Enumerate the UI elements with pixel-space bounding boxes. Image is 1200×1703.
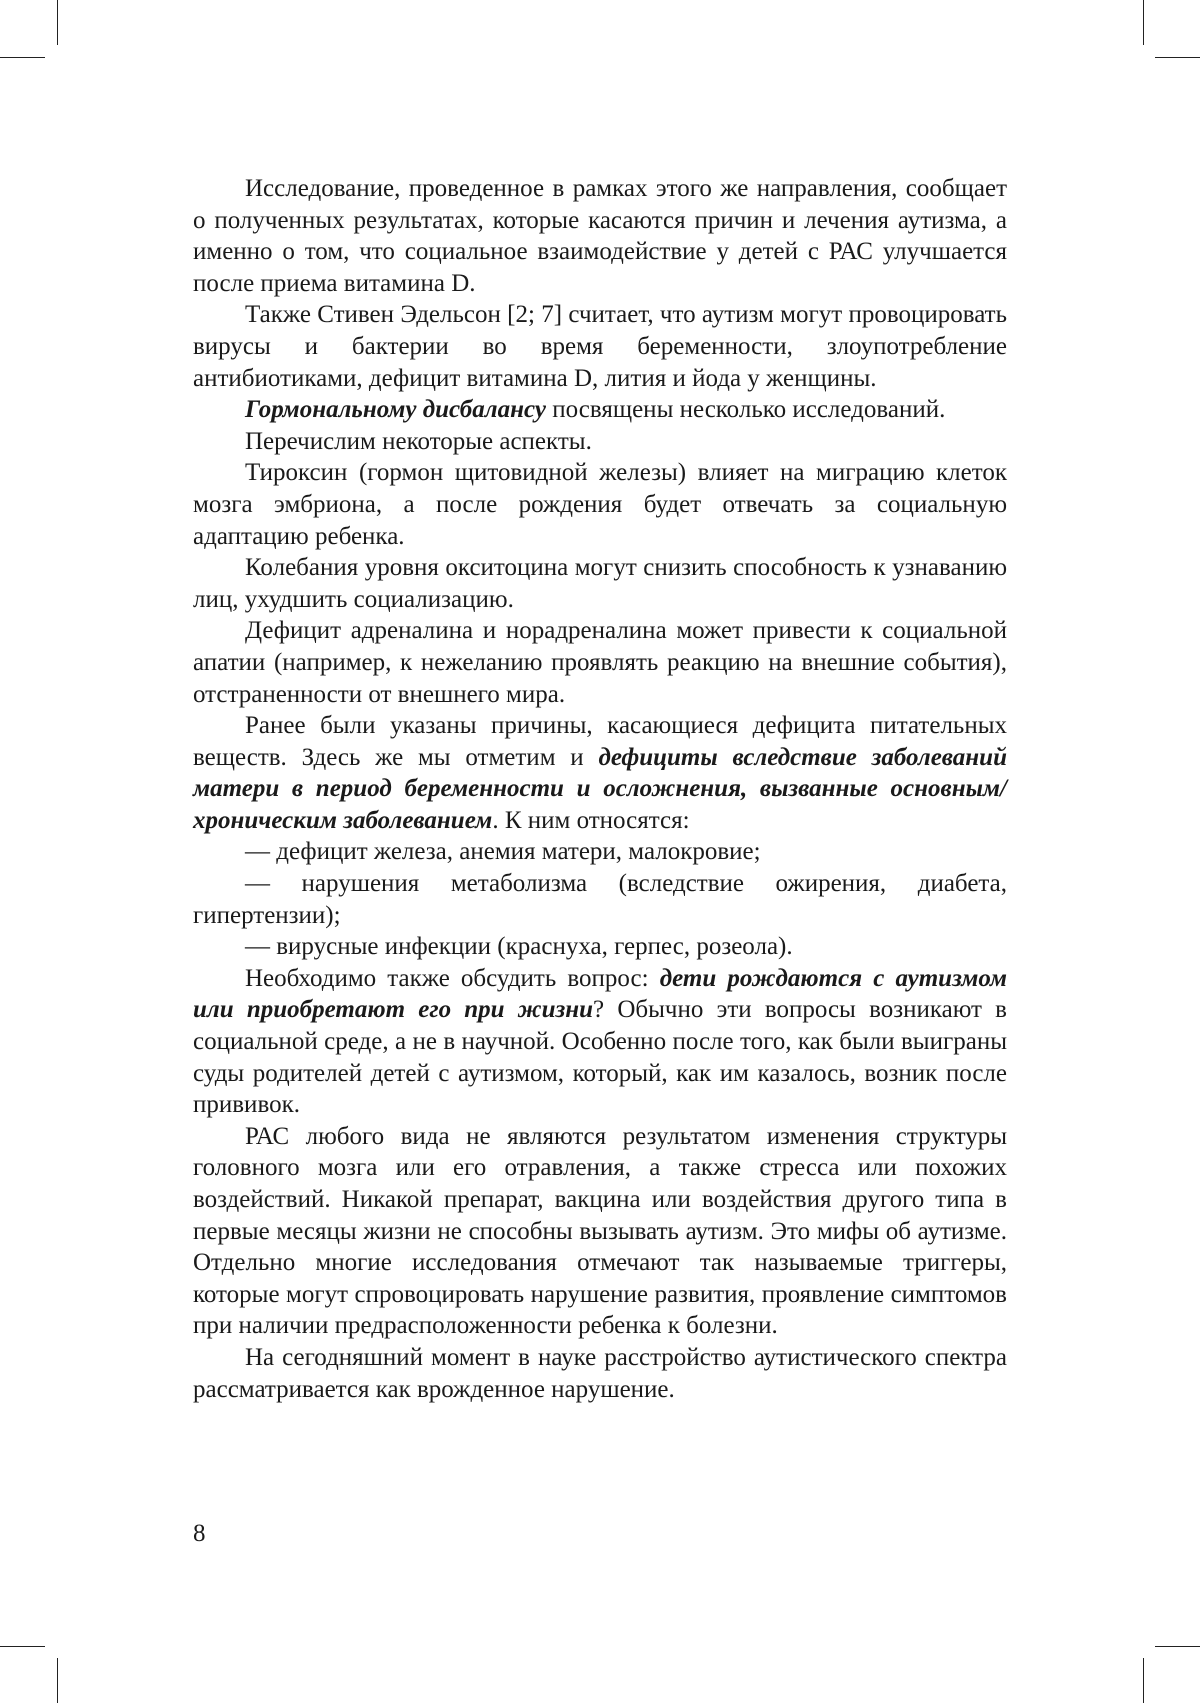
emphasis-maternal-deficits: дефициты вследствие заболеваний матери в период беременности и осложнения, вызванные основным/хроническим заболеванием xyxy=(193,743,1007,834)
list-item-viral-infections: — вирусные инфекции (краснуха, герпес, розеола). xyxy=(245,933,793,961)
crop-mark-top-right-vertical xyxy=(1143,0,1144,45)
crop-mark-bottom-right-horizontal xyxy=(1155,1646,1200,1647)
paragraph-adrenaline: Дефицит адреналина и норадреналина может привести к социальной апатии (например, к нежеланию проявлять реакцию на внешние события), отстраненности от внешнего мира. xyxy=(193,617,1007,708)
body-text xyxy=(193,173,1007,1405)
emphasis-born-or-acquired: дети рождаются с аутизмом или приобретают его при жизни xyxy=(193,964,1007,1024)
paragraph-edelson: Также Стивен Эдельсон [2; 7] считает, что аутизм могут провоцировать вирусы и бактерии во время беременности, злоупотребление антибиотиками, дефицит витамина D, лития и йода у женщины. xyxy=(193,301,1007,392)
page-number: 8 xyxy=(193,1520,206,1547)
paragraph-oxytocin: Колебания уровня окситоцина могут снизить способность к узнаванию лиц, ухудшить социализацию. xyxy=(193,554,1007,613)
crop-mark-bottom-left-horizontal xyxy=(0,1646,45,1647)
paragraph-born-or-acquired: Необходимо также обсудить вопрос: дети рождаются с аутизмом или приобретают его при жизни? Обычно эти вопросы возникают в социальной среде, а не в научной. Особенно после того, как были выиграны суды родителей детей с аутизмом, который, как им казалось, возник после прививок. xyxy=(193,964,1007,1119)
crop-mark-bottom-right-vertical xyxy=(1143,1658,1144,1703)
paragraph-thyroxine: Тироксин (гормон щитовидной железы) влияет на миграцию клеток мозга эмбриона, а после рождения будет отвечать за социальную адаптацию ребенка. xyxy=(193,459,1007,550)
list-item-metabolism: — нарушения метаболизма (вследствие ожирения, диабета, гипертензии); xyxy=(193,870,1007,929)
crop-mark-top-left-horizontal xyxy=(0,57,45,58)
paragraph-aspects-intro: Перечислим некоторые аспекты. xyxy=(245,427,592,455)
paragraph-hormonal-imbalance: Гормональному дисбалансу посвящены несколько исследований. xyxy=(245,396,946,424)
crop-mark-top-left-vertical xyxy=(57,0,58,45)
paragraph-vitamin-d-study: Исследование, проведенное в рамках этого же направления, сообщает о полученных результатах, которые касаются причин и лечения аутизма, а именно о том, что социальное взаимодействие у детей с РАС улучшается после приема витамина D. xyxy=(193,175,1007,297)
paragraph-myths: РАС любого вида не являются результатом изменения структуры головного мозга или его отравления, а также стресса или похожих воздействий. Никакой препарат, вакцина или воздействия другого типа в первые месяцы жизни не способны вызывать аутизм. Это мифы об аутизме. Отдельно многие исследования отмечают так называемые триггеры, которые могут спровоцировать нарушение развития, проявление симптомов при наличии предрасположенности ребенка к болезни. xyxy=(193,1122,1007,1340)
crop-mark-bottom-left-vertical xyxy=(57,1658,58,1703)
list-item-iron-deficiency: — дефицит железа, анемия матери, малокровие; xyxy=(245,838,761,866)
emphasis-hormonal-imbalance: Гормональному дисбалансу xyxy=(245,396,547,424)
paragraph-conclusion: На сегодняшний момент в науке расстройство аутистического спектра рассматривается как врожденное нарушение. xyxy=(193,1343,1007,1403)
paragraph-maternal-deficits: Ранее были указаны причины, касающиеся дефицита питательных веществ. Здесь же мы отметим и дефициты вследствие заболеваний матери в период беременности и осложнения, вызванные основным/хроническим заболеванием. К ним относятся: xyxy=(193,712,1007,834)
crop-mark-top-right-horizontal xyxy=(1155,57,1200,58)
